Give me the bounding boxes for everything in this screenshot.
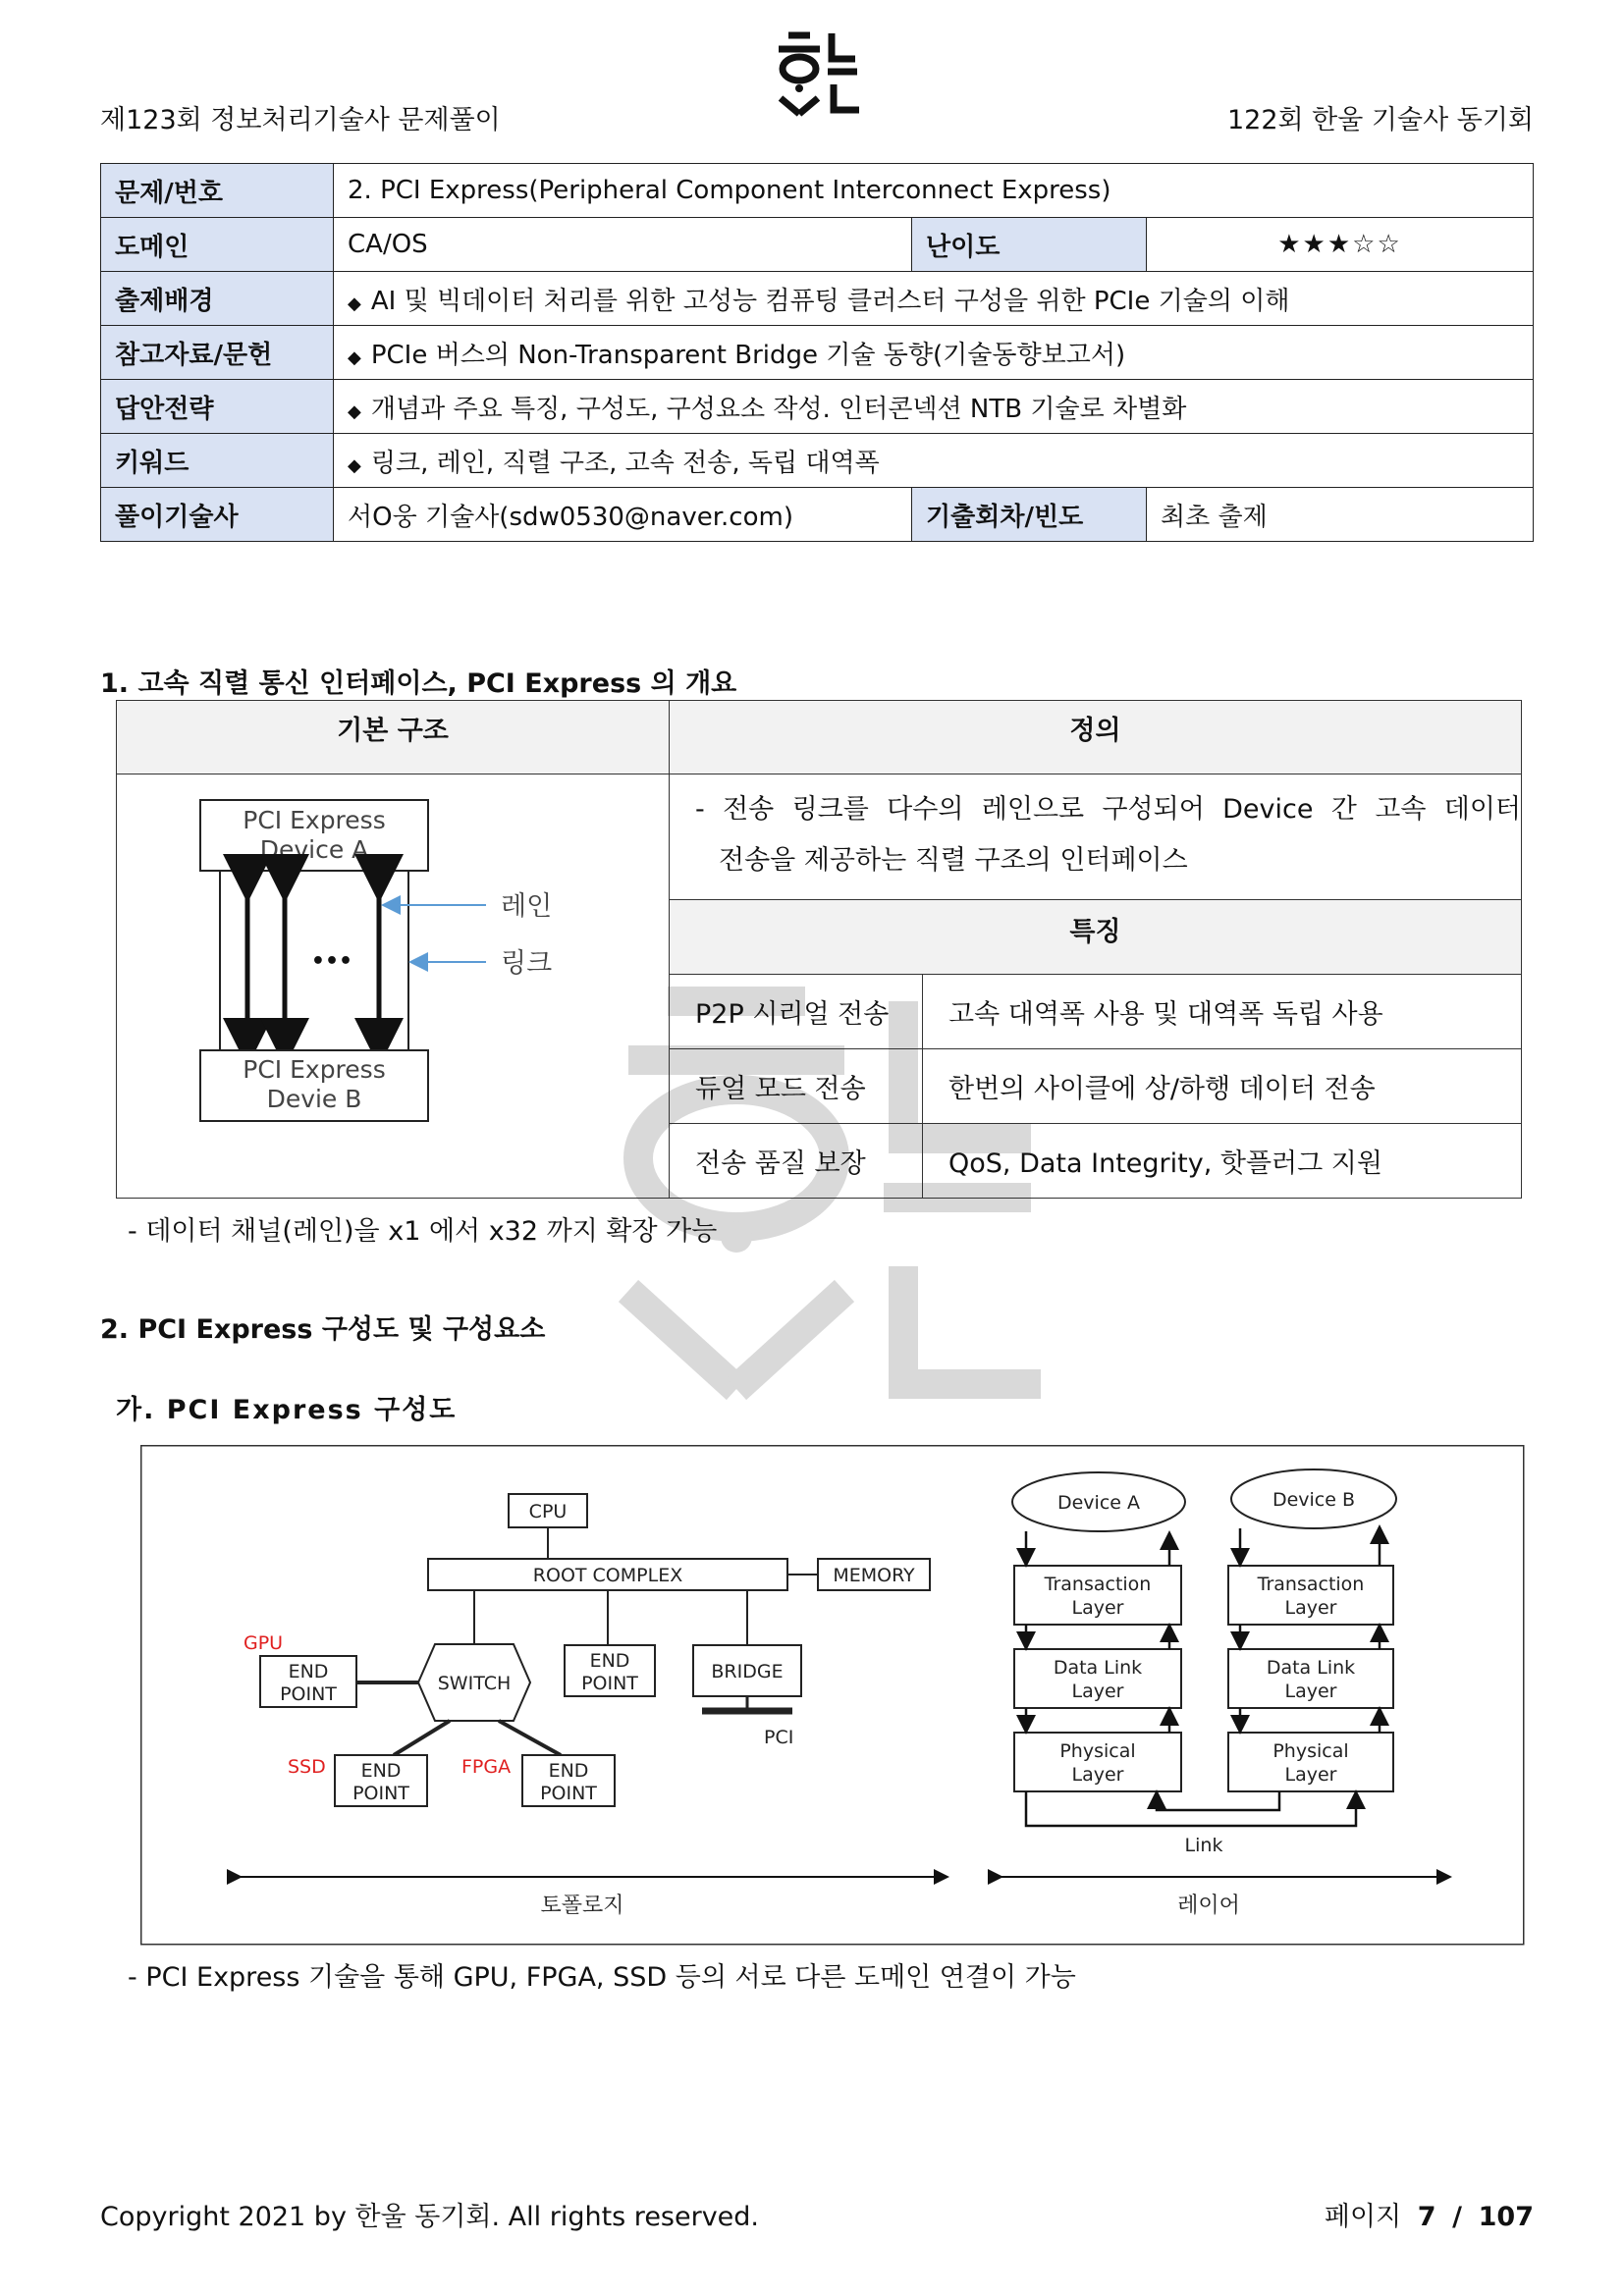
background-cell [334,272,1534,326]
section2-title: 2. PCI Express 구성도 및 구성요소 [100,1314,546,1345]
background-value: AI 및 빅데이터 처리를 위한 고성능 컴퓨팅 클러스터 구성을 위한 PCIe 기술의 이해 [370,286,1290,316]
author-value: 서O웅 기술사(sdw0530@naver.com) [334,488,912,542]
feature-desc: QoS, Data Integrity, 핫플러그 지원 [923,1124,1522,1199]
feature-name: P2P 시리얼 전송 [670,975,923,1049]
layer-device-a: Device A [1056,1492,1141,1514]
background-label: 출제배경 [101,272,334,326]
link-label: 링크 [501,948,553,979]
ssd-label: SSD [288,1756,326,1778]
bullet-icon: ◆ [348,454,361,476]
layer-name: Transaction [1257,1574,1365,1595]
page-total: 107 [1478,2202,1534,2232]
layer-device-b: Device B [1272,1489,1356,1511]
difficulty-label: 난이도 [912,218,1147,272]
memory-label: MEMORY [833,1565,915,1586]
structure-header: 기본 구조 [117,701,670,774]
strategy-label: 답안전략 [101,380,334,434]
layer-name: Physical [1272,1740,1349,1762]
layer-suffix: Layer [1284,1764,1337,1786]
round-label: 기출회차/빈도 [912,488,1147,542]
footer-page-number [1325,2195,1534,2233]
table-row [101,164,1534,218]
table-row [101,434,1534,488]
endpoint-line2: POINT [581,1673,638,1694]
table-row [101,272,1534,326]
section1-title: 1. 고속 직렬 통신 인터페이스, PCI Express 의 개요 [100,668,737,699]
layer-name: Transaction [1044,1574,1152,1595]
layer-suffix: Layer [1284,1597,1337,1619]
endpoint-line1: END [589,1650,630,1672]
hanul-logo [771,27,864,128]
device-a-line2: Device A [259,835,369,864]
layer-suffix: Layer [1071,1764,1124,1786]
header-right: 122회 한울 기술사 동기회 [1226,105,1534,135]
header-left: 제123회 정보처리기술사 문제풀이 [100,105,501,135]
switch-label: SWITCH [437,1673,512,1694]
pcie-architecture-diagram [140,1445,1525,1946]
endpoint-line2: POINT [540,1783,597,1804]
keyword-cell [334,434,1534,488]
endpoint-line1: END [360,1760,402,1782]
bullet-icon: ◆ [348,347,361,368]
feature-name: 듀얼 모드 전송 [670,1049,923,1124]
problem-value: 2. PCI Express(Peripheral Component Interconnect Express) [334,164,1534,218]
strategy-value: 개념과 주요 특징, 구성도, 구성요소 작성. 인터콘넥션 NTB 기술로 차별화 [370,394,1187,424]
device-b-line2: Devie B [266,1085,362,1113]
domain-value: CA/OS [334,218,912,272]
device-b-line1: PCI Express [243,1055,386,1084]
section2-subtitle: 가. PCI Express 구성도 [116,1395,458,1425]
bullet-icon: ◆ [348,293,361,314]
section1-note: - 데이터 채널(레인)을 x1 에서 x32 까지 확장 가능 [128,1216,718,1247]
layer-name: Data Link [1053,1657,1143,1679]
root-complex-label: ROOT COMPLEX [532,1565,683,1586]
section2-note: - PCI Express 기술을 통해 GPU, FPGA, SSD 등의 서로 다른 도메인 연결이 가능 [128,1962,1076,1993]
table-row [101,488,1534,542]
table-row [101,380,1534,434]
topology-axis-label: 토폴로지 [540,1894,624,1918]
pci-label: PCI [764,1727,794,1748]
page-separator: / [1452,2202,1463,2232]
round-value: 최초 출제 [1147,488,1534,542]
pcie-structure-diagram [187,785,599,1129]
layer-suffix: Layer [1071,1597,1124,1619]
page-label: 페이지 [1324,2202,1402,2232]
layer-name: Data Link [1266,1657,1356,1679]
definition-cell [670,774,1522,900]
feature-name: 전송 품질 보장 [670,1124,923,1199]
bullet-icon: ◆ [348,400,361,422]
layer-suffix: Layer [1284,1681,1337,1702]
layer-suffix: Layer [1071,1681,1124,1702]
definition-header: 정의 [670,701,1522,774]
problem-label: 문제/번호 [101,164,334,218]
layer-axis-label: 레이어 [1177,1894,1240,1918]
definition-line2: 전송을 제공하는 직렬 구조의 인터페이스 [719,845,1188,876]
fpga-label: FPGA [461,1756,512,1778]
reference-label: 참고자료/문헌 [101,326,334,380]
page-current: 7 [1417,2202,1436,2232]
domain-label: 도메인 [101,218,334,272]
link-label: Link [1184,1835,1223,1856]
device-a-line1: PCI Express [243,806,386,834]
keyword-value: 링크, 레인, 직렬 구조, 고속 전송, 독립 대역폭 [370,448,880,478]
table-row [117,701,1522,774]
table-row [101,218,1534,272]
endpoint-line1: END [548,1760,589,1782]
gpu-label: GPU [244,1632,284,1654]
keyword-label: 키워드 [101,434,334,488]
endpoint-line2: POINT [280,1683,337,1705]
feature-desc: 한번의 사이클에 상/하행 데이터 전송 [923,1049,1522,1124]
definition-line1: - 전송 링크를 다수의 레인으로 구성되어 Device 간 고속 데이터 [695,794,1521,825]
footer-copyright: Copyright 2021 by 한울 동기회. All rights reserved. [100,2202,760,2232]
strategy-cell [334,380,1534,434]
endpoint-line1: END [288,1661,329,1682]
reference-value: PCIe 버스의 Non-Transparent Bridge 기술 동향(기술동향보고서) [370,340,1126,370]
endpoint-line2: POINT [352,1783,409,1804]
bridge-label: BRIDGE [711,1661,784,1682]
feature-desc: 고속 대역폭 사용 및 대역폭 독립 사용 [923,975,1522,1049]
lanes-ellipsis: ••• [310,949,353,974]
author-label: 풀이기술사 [101,488,334,542]
layer-name: Physical [1059,1740,1136,1762]
lane-label: 레인 [501,891,553,922]
cpu-label: CPU [528,1501,568,1522]
reference-cell [334,326,1534,380]
features-header: 특징 [670,900,1522,975]
difficulty-stars: ★★★☆☆ [1147,218,1534,272]
problem-info-table [100,163,1534,542]
table-row [101,326,1534,380]
